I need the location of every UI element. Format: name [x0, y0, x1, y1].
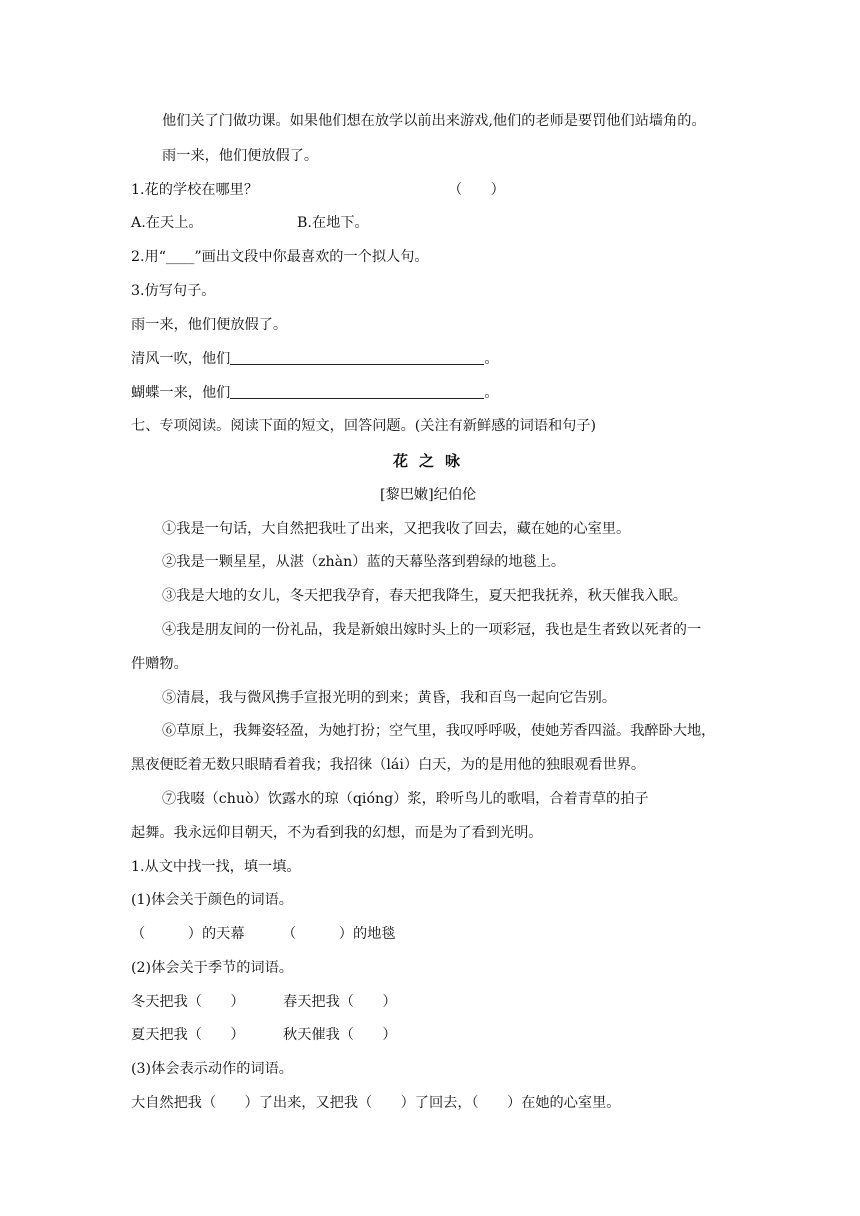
question-3: 3.仿写句子。: [131, 283, 216, 299]
poem-paragraph-7-line-2: 起舞。我永远仰目朝天，不为看到我的幻想，而是为了看到光明。: [131, 825, 543, 841]
passage-continuation-line-2: 雨一来，他们便放假了。: [162, 148, 319, 164]
poem-paragraph-4-line-2: 件赠物。: [131, 656, 188, 672]
question-1-option-b: B.在地下。: [297, 215, 369, 231]
sub-question-3-item: 大自然把我（ ）了出来，又把我（ ）了回去，（ ）在她的心室里。: [131, 1095, 621, 1111]
question-1: 1.花的学校在哪里？: [131, 182, 259, 198]
question-1-answer-paren: （ ）: [448, 182, 505, 198]
poem-paragraph-1: ①我是一句话，大自然把我吐了出来，又把我收了回去，藏在她的心室里。: [162, 521, 631, 537]
sub-question-2-item-4: 秋天催我（ ）: [283, 1027, 397, 1043]
poem-paragraph-2: ②我是一颗星星，从湛（zhàn）蓝的天幕坠落到碧绿的地毯上。: [162, 554, 566, 570]
sub-question-2-item-3: 夏天把我（ ）: [131, 1027, 245, 1043]
question-3-item-1: [131, 349, 499, 369]
poem-title: 花之咏: [393, 452, 472, 470]
question-3-item-2: [131, 383, 499, 403]
sub-question-2-item-2: 春天把我（ ）: [283, 994, 397, 1010]
answer-blank-line[interactable]: [230, 349, 484, 365]
poem-paragraph-5: ⑤清晨，我与微风携手宣报光明的到来；黄昏，我和百鸟一起向它告别。: [162, 690, 617, 706]
question-3-item-2-prefix: 蝴蝶一来，他们: [131, 385, 231, 401]
poem-author: [黎巴嫩]纪伯伦: [380, 487, 477, 503]
poem-paragraph-6-line-2: 黑夜便眨着无数只眼睛看着我；我招徕（lái）白天，为的是用他的独眼观看世界。: [131, 757, 646, 773]
answer-blank-line[interactable]: [230, 383, 484, 399]
question-1-option-a: A.在天上。: [131, 215, 203, 231]
sub-question-1-item-1: （ ）的天幕: [131, 926, 245, 942]
reading-question-1: 1.从文中找一找，填一填。: [131, 859, 301, 875]
question-2: 2.用“____”画出文段中你最喜欢的一个拟人句。: [131, 249, 429, 265]
question-3-item-1-end: 。: [484, 351, 499, 367]
question-3-item-1-prefix: 清风一吹，他们: [131, 351, 231, 367]
question-3-item-2-end: 。: [484, 385, 499, 401]
sub-question-2-label: (2)体会关于季节的词语。: [131, 960, 293, 976]
passage-continuation-line-1: 他们关了门做功课。如果他们想在放学以前出来游戏,他们的老师是要罚他们站墙角的。: [162, 113, 706, 129]
sub-question-1-label: (1)体会关于颜色的词语。: [131, 892, 293, 908]
poem-paragraph-3: ③我是大地的女儿，冬天把我孕育，春天把我降生，夏天把我抚养，秋天催我入眠。: [162, 588, 687, 604]
poem-paragraph-4-line-1: ④我是朋友间的一份礼品，我是新娘出嫁时头上的一项彩冠，我也是生者致以死者的一: [162, 622, 702, 638]
section-7-heading: 七、专项阅读。阅读下面的短文，回答问题。(关注有新鲜感的词语和句子): [131, 418, 597, 434]
question-3-example: 雨一来，他们便放假了。: [131, 317, 288, 333]
sub-question-3-label: (3)体会表示动作的词语。: [131, 1061, 293, 1077]
poem-paragraph-6-line-1: ⑥草原上，我舞姿轻盈，为她打扮；空气里，我叹呼呼吸，使她芳香四溢。我醉卧大地，: [162, 723, 716, 739]
sub-question-2-item-1: 冬天把我（ ）: [131, 994, 245, 1010]
poem-paragraph-7-line-1: ⑦我啜（chuò）饮露水的琼（qióng）浆，聆听鸟儿的歌唱，合着青草的拍子: [162, 791, 649, 807]
sub-question-1-item-2: （ ）的地毯: [282, 926, 396, 942]
